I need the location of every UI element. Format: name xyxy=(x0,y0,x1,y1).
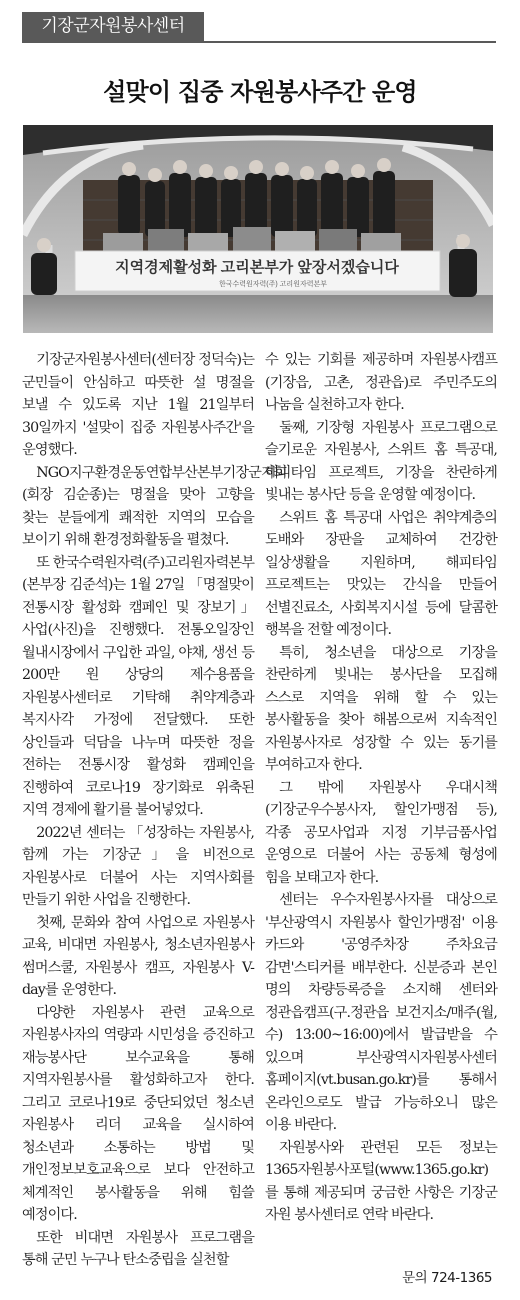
article-paragraph: 또 한국수력원자력(주)고리원자력본부(본부장 김준석)는 1월 27일 「명절맞이 전통시장 활성화 캠페인 및 장보기」 사업(사진)을 진행했다. 전통오일장인 월내시장에서 구입한 과일, 야채, 생선 등 200만 원 상당의 제수용품을 자원봉사센터로 기탁해 취약계층과 복지사각 가정에 전달했다. 또한 상인들과 덕담을 나누며 따뜻한 정을 전하는 전통시장 활성화 캠페인을 진행하여 코로나19 장기화로 위축된 지역 경제에 활기를 불어넣었다. xyxy=(22,554,254,818)
article-paragraph: 둘째, 기장형 자원봉사 프로그램으로 슬기로운 자원봉사, 스위트 홈 특공대, 해피타임 프로젝트, 기장을 찬란하게 빛내는 봉사단 등을 운영할 예정이다. xyxy=(265,419,497,503)
article-paragraph: 기장군자원봉사센터(센터장 정덕숙)는 군민들이 안심하고 따뜻한 설 명절을 보낼 수 있도록 지난 1월 21일부터 30일까지 '설맞이 집중 자원봉사주간'을 운영했다. xyxy=(22,352,254,458)
banner-text: 지역경제활성화 고리본부가 앞장서겠습니다 xyxy=(115,259,399,276)
article-paragraph: 자원봉사와 관련된 모든 정보는 1365자원봉사포털(www.1365.go.kr)를 통해 제공되며 궁금한 사항은 기장군 자원 봉사센터로 연락 바란다. xyxy=(265,1139,497,1223)
article-paragraph: NGO지구환경운동연합부산본부기장군지회(회장 김순종)는 명절을 맞아 고향을 찾는 분들에게 쾌적한 지역의 모습을 보이기 위해 환경정화활동을 펼쳤다. xyxy=(22,464,287,548)
article-paragraph: 2022년 센터는 「성장하는 자원봉사, 함께 가는 기장군」을 비전으로 자원봉사로 더불어 사는 지역사회를 만들기 위한 사업을 진행한다. xyxy=(22,824,254,908)
article-headline: 설맞이 집중 자원봉사주간 운영 xyxy=(103,78,417,106)
banner-org: 한국수력원자력(주) 고리원자력본부 xyxy=(218,281,328,288)
article-paragraph: 스위트 홈 특공대 사업은 취약계층의 도배와 장판을 교체하여 건강한 일상생활을 지원하며, 해피타임 프로젝트는 맛있는 간식을 만들어 선별진료소, 사회복지시설 등에 달콤한 행복을 전할 예정이다. xyxy=(265,509,497,638)
contact-info: 문의 724-1365 xyxy=(402,1270,492,1286)
section-tag: 기장군자원봉사센터 xyxy=(22,12,204,41)
article-paragraph: 다양한 자원봉사 관련 교육으로 자원봉사자의 역량과 시민성을 증진하고 재능봉사단 보수교육을 통해 지역자원봉사를 활성화하고자 한다. 그리고 코로나19로 중단되었던 청소년 자원봉사 리더 교육을 실시하여 청소년과 소통하는 방법 및 개인정보보호교육으로 보다 안전하고 체계적인 봉사활동을 위해 힘쓸 예정이다. xyxy=(22,1004,254,1223)
article-paragraph: 센터는 우수자원봉사자를 대상으로 '부산광역시 자원봉사 할인가맹점' 이용 카드와 '공영주차장 주차요금 감면'스티커를 배부한다. 신분증과 본인 명의 차량등록증을 소지해 센터와 정관읍캠프(구.정관읍 보건지소/매주(월, 수) 13:00~16:00)에서 발급받을 수 있으며 부산광역시자원봉사센터 홈페이지(vt.busan.go.kr)를 통해서 온라인으로도 발급 가능하오니 많은 이용 바란다. xyxy=(265,892,497,1133)
article-paragraph: 그 밖에 자원봉사 우대시책(기장군우수봉사자, 할인가맹점 등), 각종 공모사업과 지정 기부금품사업 운영으로 더불어 사는 공동체 형성에 힘을 보태고자 한다. xyxy=(265,779,497,886)
article-paragraph: 또한 비대면 자원봉사 프로그램을 통해 군민 누구나 탄소중립을 실천할 xyxy=(22,1229,254,1268)
article-paragraph: 첫째, 문화와 참여 사업으로 자원봉사 교육, 비대면 자원봉사, 청소년자원봉사 썸머스쿨, 자원봉사 캠프, 자원봉사 V-day를 운영한다. xyxy=(22,914,254,998)
article-photo xyxy=(23,125,493,333)
article-column-left xyxy=(22,349,287,1272)
section-divider xyxy=(22,41,496,43)
article-paragraph: 특히, 청소년을 대상으로 기장을 찬란하게 빛내는 봉사단을 모집해 스스로 지역을 위해 할 수 있는 봉사활동을 찾아 해봄으로써 지속적인 자원봉사자로 성장할 수 있는 동기를 부여하고자 한다. xyxy=(265,644,497,773)
article-column-right xyxy=(265,349,497,1227)
article-paragraph: 수 있는 기회를 제공하며 자원봉사캠프(기장읍, 고촌, 정관읍)로 주민주도의 나눔을 실천하고자 한다. xyxy=(265,352,497,413)
